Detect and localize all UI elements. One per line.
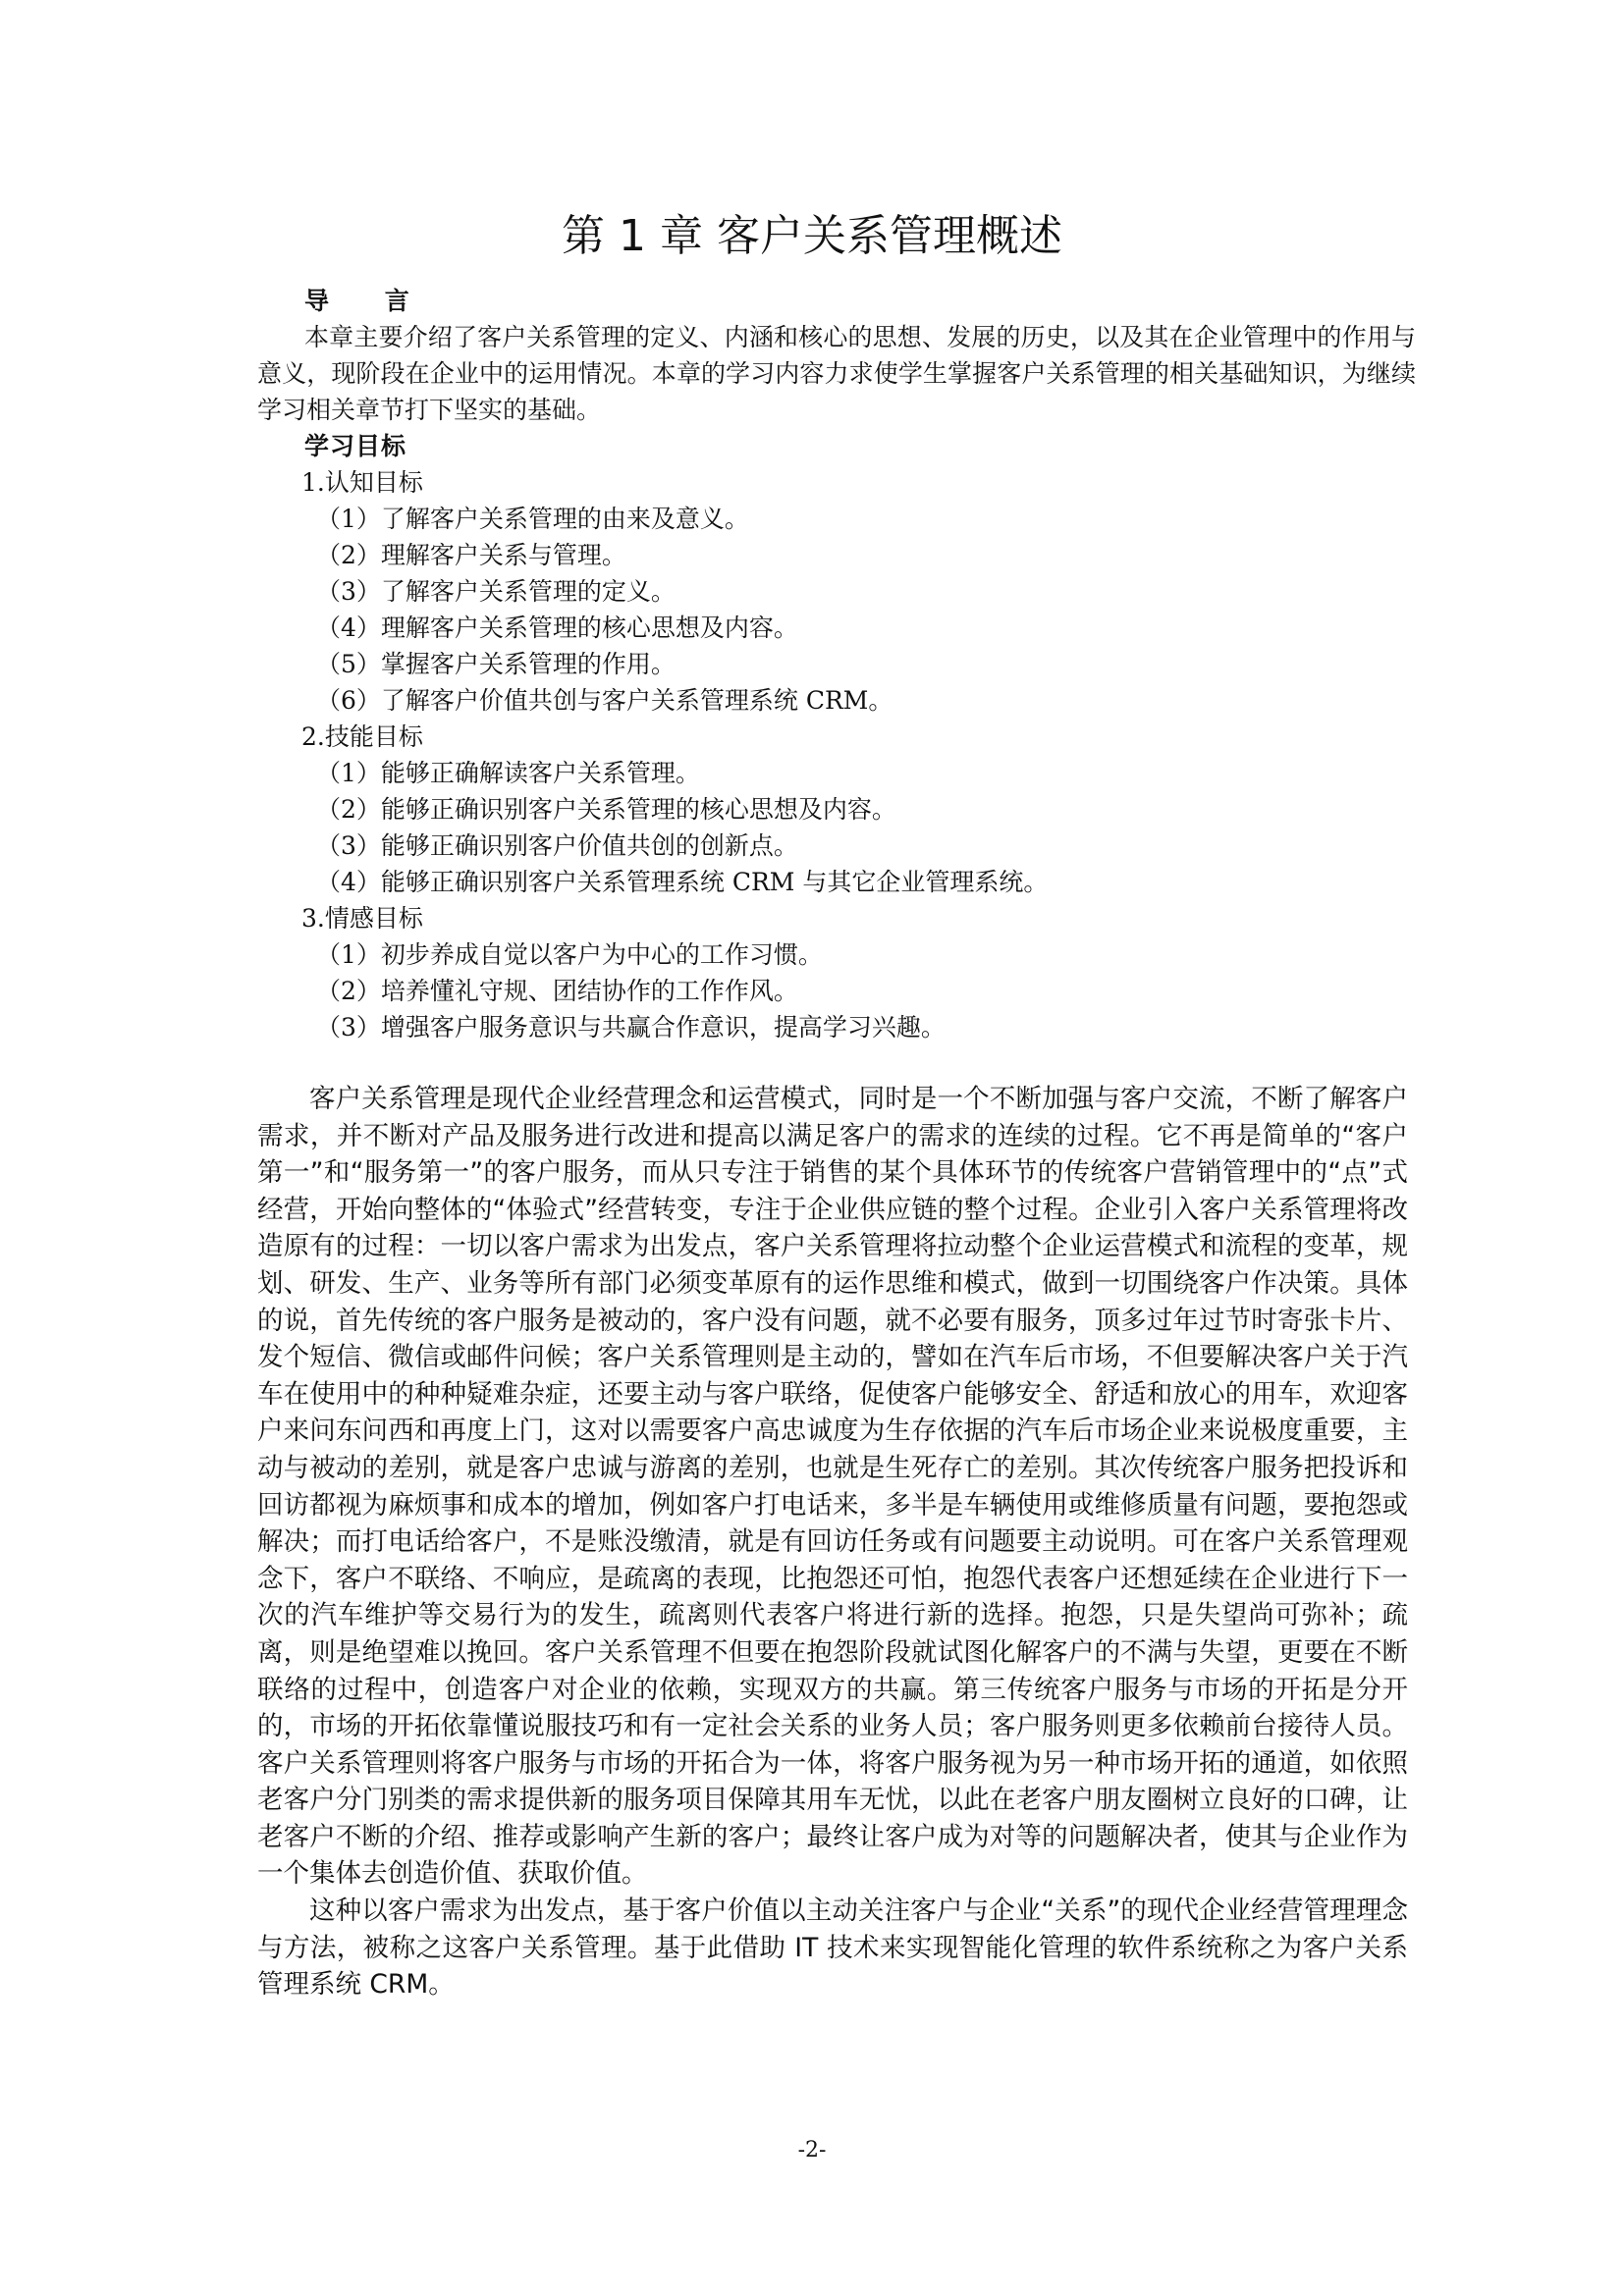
objectives-heading: 学习目标: [304, 432, 407, 460]
objective-group-title-skill: 2.技能目标: [301, 722, 423, 751]
objective-item: （3）能够正确识别客户价值共创的创新点。: [316, 831, 798, 860]
objective-item: （1）了解客户关系管理的由来及意义。: [316, 505, 749, 533]
objective-item: （1）初步养成自觉以客户为中心的工作习惯。: [316, 940, 823, 969]
intro-paragraph: 本章主要介绍了客户关系管理的定义、内涵和核心的思想、发展的历史，以及其在企业管理中的作用与意义，现阶段在企业中的运用情况。本章的学习内容力求使学生掌握客户关系管理的相关基础知识，为继续学习相关章节打下坚实的基础。: [257, 323, 1416, 424]
chapter-intro-section: [257, 283, 1416, 1045]
body-paragraph: 客户关系管理是现代企业经营理念和运营模式，同时是一个不断加强与客户交流，不断了解客户需求，并不断对产品及服务进行改进和提高以满足客户的需求的连续的过程。它不再是简单的“客户第一”和“服务第一”的客户服务，而从只专注于销售的某个具体环节的传统客户营销管理中的“点”式经营，开始向整体的“体验式”经营转变，专注于企业供应链的整个过程。企业引入客户关系管理将改造原有的过程：一切以客户需求为出发点，客户关系管理将拉动整个企业运营模式和流程的变革，规划、研发、生产、业务等所有部门必须变革原有的运作思维和模式，做到一切围绕客户作决策。具体的说，首先传统的客户服务是被动的，客户没有问题，就不必要有服务，顶多过年过节时寄张卡片、发个短信、微信或邮件问候；客户关系管理则是主动的，譬如在汽车后市场，不但要解决客户关于汽车在使用中的种种疑难杂症，还要主动与客户联络，促使客户能够安全、舒适和放心的用车，欢迎客户来问东问西和再度上门，这对以需要客户高忠诚度为生存依据的汽车后市场企业来说极度重要，主动与被动的差别，就是客户忠诚与游离的差别，也就是生死存亡的差别。其次传统客户服务把投诉和回访都视为麻烦事和成本的增加，例如客户打电话来，多半是车辆使用或维修质量有问题，要抱怨或解决；而打电话给客户，不是账没缴清，就是有回访任务或有问题要主动说明。可在客户关系管理观念下，客户不联络、不响应，是疏离的表现，比抱怨还可怕，抱怨代表客户还想延续在企业进行下一次的汽车维护等交易行为的发生，疏离则代表客户将进行新的选择。抱怨，只是失望尚可弥补；疏离，则是绝望难以挽回。客户关系管理不但要在抱怨阶段就试图化解客户的不满与失望，更要在不断联络的过程中，创造客户对企业的依赖，实现双方的共赢。第三传统客户服务与市场的开拓是分开的，市场的开拓依靠懂说服技巧和有一定社会关系的业务人员；客户服务则更多依赖前台接待人员。客户关系管理则将客户服务与市场的开拓合为一体，将客户服务视为另一种市场开拓的通道，如依照老客户分门别类的需求提供新的服务项目保障其用车无忧，以此在老客户朋友圈树立良好的口碑，让老客户不断的介绍、推荐或影响产生新的客户；最终让客户成为对等的问题解决者，使其与企业作为一个集体去创造价值、获取价值。: [257, 1084, 1408, 1890]
objective-item: （2）培养懂礼守规、团结协作的工作作风。: [316, 977, 798, 1005]
intro-heading: 导 言: [304, 287, 433, 315]
objective-item: （3）了解客户关系管理的定义。: [316, 577, 676, 606]
objective-item: （2）理解客户关系与管理。: [316, 541, 626, 569]
objective-item: （4）理解客户关系管理的核心思想及内容。: [316, 614, 798, 642]
page-number: -2-: [797, 2138, 827, 2163]
objective-item: （6）了解客户价值共创与客户关系管理系统 CRM。: [316, 686, 893, 715]
objective-group-title-emotional: 3.情感目标: [301, 904, 423, 933]
chapter-body-text: [257, 1081, 1408, 2003]
chapter-title: 第 1 章 客户关系管理概述: [562, 211, 1062, 261]
body-paragraph: 这种以客户需求为出发点，基于客户价值以主动关注客户与企业“关系”的现代企业经营管理理念与方法，被称之这客户关系管理。基于此借助 IT 技术来实现智能化管理的软件系统称之为客户关系管理系统 CRM。: [257, 1896, 1408, 2001]
objective-item: （1）能够正确解读客户关系管理。: [316, 759, 700, 787]
objective-item: （5）掌握客户关系管理的作用。: [316, 650, 676, 678]
objective-item: （3）增强客户服务意识与共赢合作意识，提高学习兴趣。: [316, 1013, 946, 1041]
objective-item: （4）能够正确识别客户关系管理系统 CRM 与其它企业管理系统。: [316, 868, 1049, 896]
objective-group-title-cognitive: 1.认知目标: [301, 468, 423, 497]
objective-item: （2）能够正确识别客户关系管理的核心思想及内容。: [316, 795, 896, 824]
